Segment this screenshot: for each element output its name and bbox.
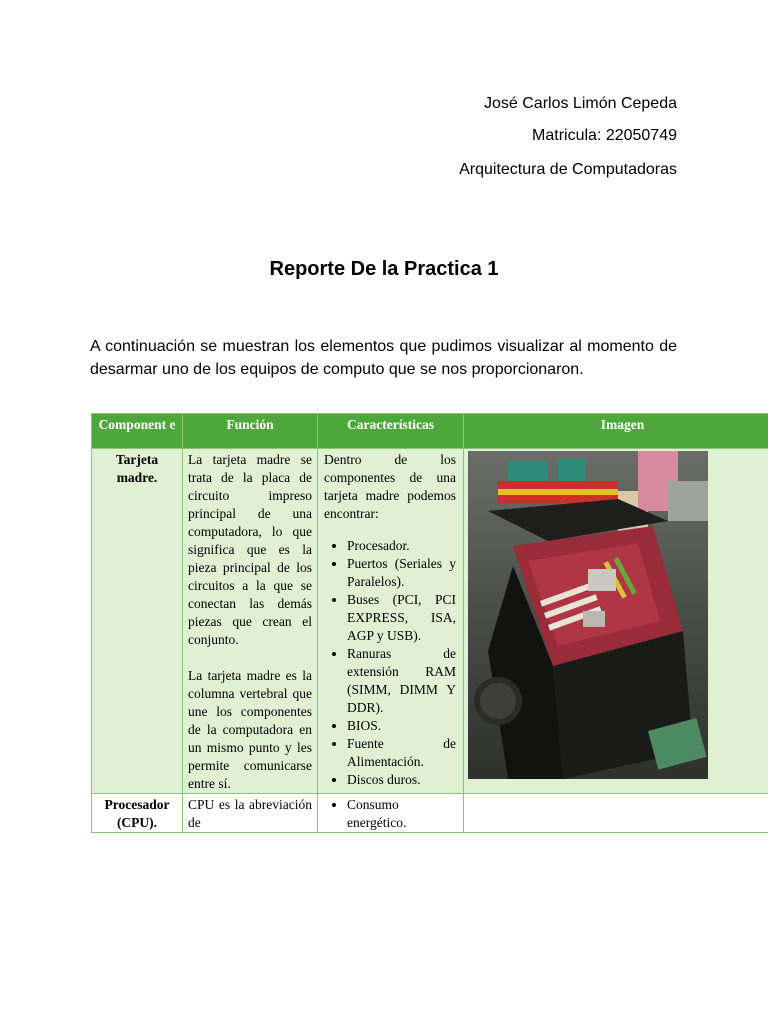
motherboard-photo [468,451,708,779]
funcion-paragraph: La tarjeta madre es la columna vertebral que une los componentes de la computadora en un mismo punto y les permite comunicarse entre sí. [188,668,312,791]
intro-paragraph: A continuación se muestran los elementos que pudimos visualizar al momento de desarmar uno de los equipos de computo que se nos proporcionaron. [90,338,677,378]
caracteristicas-list [324,537,456,789]
cell-imagen [464,794,768,833]
list-item: • Buses (PCI, PCI EXPRESS, ISA, AGP y USB). [347,591,456,645]
report-title: Reporte De la Practica 1 [269,258,499,280]
header-imagen: Imagen [464,414,768,449]
author-name: José Carlos Limón Cepeda [484,95,677,112]
list-item: • Procesador. [347,537,456,555]
list-item: • Fuente de Alimentación. [347,735,456,771]
list-item: • Discos duros. [347,771,456,789]
funcion-paragraph: La tarjeta madre se trata de la placa de circuito impreso principal de una computadora, lo que significa que es la pieza principal de los circuitos a la que se conectan las demás piezas que crean el conjunto. [188,452,312,647]
caracteristicas-intro: Dentro de los componentes de una tarjeta madre podemos encontrar: [324,452,456,521]
table-row [92,449,768,794]
table-header-row [92,414,768,449]
cell-caracteristicas [318,794,464,833]
list-item: • Puertos (Seriales y Paralelos). [347,555,456,591]
cell-funcion [183,449,318,794]
cell-imagen [464,449,768,794]
list-item: • Consumo energético. [347,796,456,832]
cell-caracteristicas [318,449,464,794]
cell-funcion: CPU es la abreviación de [183,794,318,833]
header-componente: Component e [92,414,183,449]
list-item: • Ranuras de extensión RAM (SIMM, DIMM Y DDR). [347,645,456,717]
caracteristicas-list [324,796,456,832]
components-table [91,413,768,833]
course-name: Arquitectura de Computadoras [459,161,677,178]
cell-componente: Tarjeta madre. [92,449,183,794]
table-row [92,794,768,833]
list-item: • BIOS. [347,717,456,735]
header-caracteristicas: Características [318,414,464,449]
cell-componente: Procesador (CPU). [92,794,183,833]
student-id: Matricula: 22050749 [532,127,677,144]
header-funcion: Función [183,414,318,449]
